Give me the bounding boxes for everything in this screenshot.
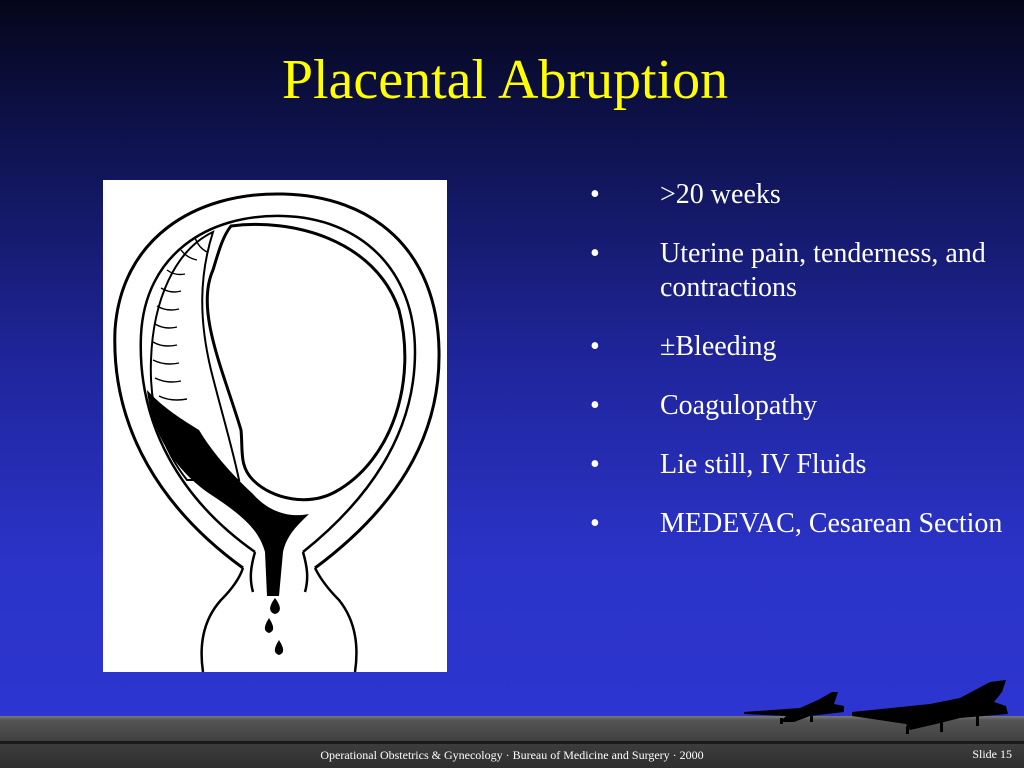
footer-divider xyxy=(0,741,1024,744)
uterus-illustration xyxy=(103,180,447,672)
bullet-item xyxy=(590,237,1010,305)
bullet-item xyxy=(590,389,1010,423)
footer-text: Operational Obstetrics & Gynecology · Bureau of Medicine and Surgery · 2000 xyxy=(320,748,704,762)
bullet-symbol: • xyxy=(590,508,600,539)
bullet-symbol: • xyxy=(590,238,600,269)
bullet-item xyxy=(590,178,1010,212)
bullet-symbol: • xyxy=(590,331,600,362)
uterus-diagram-svg xyxy=(103,180,447,672)
bullet-item xyxy=(590,507,1010,541)
bullet-item xyxy=(590,330,1010,364)
bullet-text: ±Bleeding xyxy=(660,331,777,362)
amniotic-sac xyxy=(207,224,405,499)
bullet-text: Lie still, IV Fluids xyxy=(660,449,867,480)
fighter-jets-icon xyxy=(740,678,1020,738)
cervix-left xyxy=(202,568,243,672)
blood-drop-1 xyxy=(270,598,280,614)
bullet-text: Uterine pain, tenderness, and contractions xyxy=(660,238,986,303)
bullet-item xyxy=(590,448,1010,482)
bullet-text: >20 weeks xyxy=(660,179,781,210)
blood-drop-2 xyxy=(265,618,273,633)
cervix-right xyxy=(315,568,356,672)
bullet-symbol: • xyxy=(590,390,600,421)
bullet-symbol: • xyxy=(590,449,600,480)
slide-number: Slide 15 xyxy=(972,747,1012,761)
small-jet-icon xyxy=(744,692,844,724)
large-jet-icon xyxy=(852,680,1008,734)
bullet-symbol: • xyxy=(590,179,600,210)
slide-title: Placental Abruption xyxy=(281,49,729,111)
bullet-text: MEDEVAC, Cesarean Section xyxy=(660,508,1003,539)
blood-drop-3 xyxy=(275,640,283,655)
bullet-list xyxy=(590,178,1010,566)
bullet-text: Coagulopathy xyxy=(660,390,818,421)
